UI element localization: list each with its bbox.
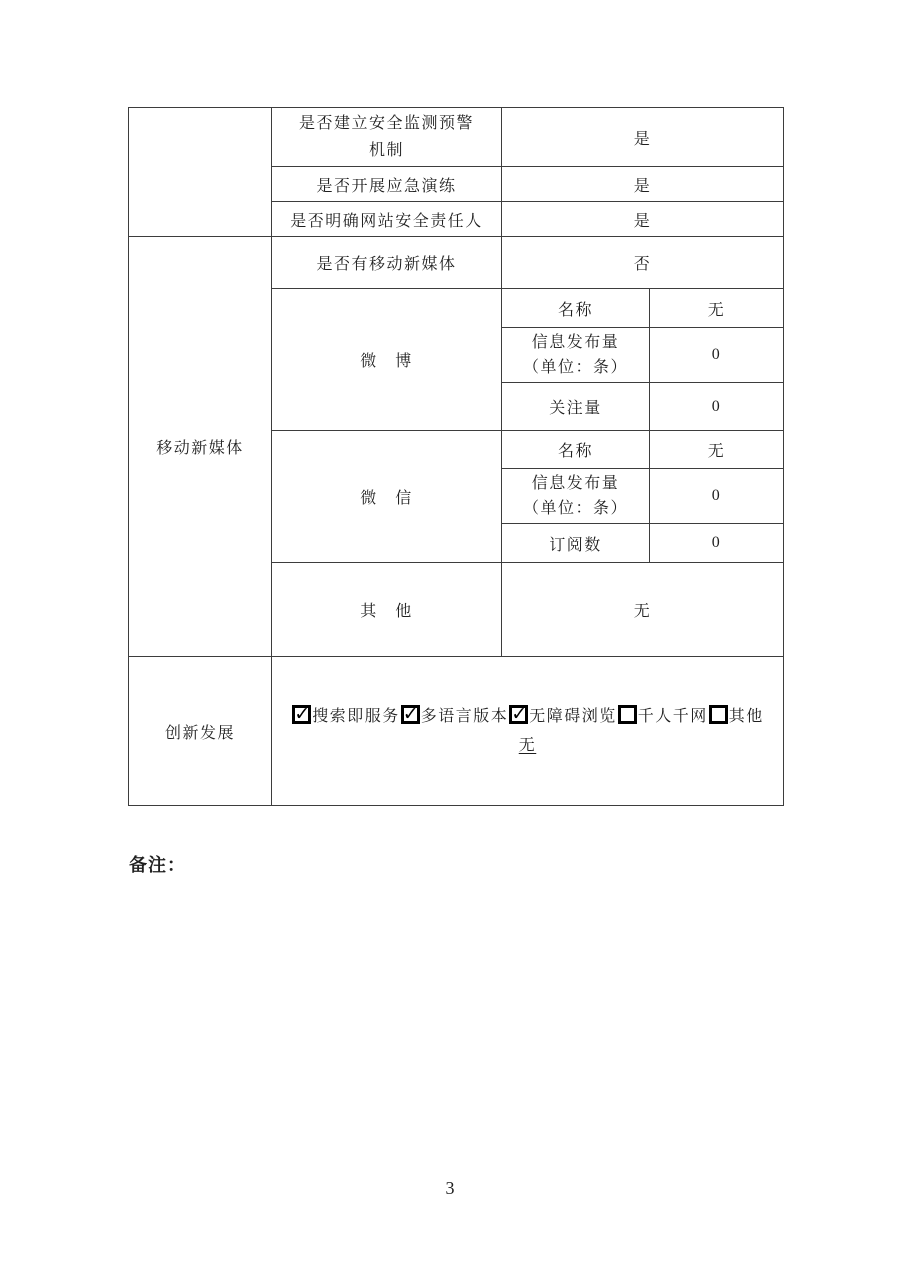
wechat-posts-label: 信息发布量 — [531, 475, 620, 492]
wechat-subs-label-cell: 订阅数 — [502, 524, 650, 563]
table-row — [129, 237, 784, 289]
other-media-value-cell: 无 — [502, 563, 784, 657]
weibo-name-value-cell: 无 — [650, 289, 784, 328]
annual-report-table — [128, 107, 784, 806]
wechat-subs-value-cell: 0 — [650, 524, 784, 563]
has-mobile-media-answer-cell: 否 — [502, 237, 784, 289]
weibo-posts-value-cell: 0 — [650, 328, 784, 383]
security-answer-cell: 是 — [502, 202, 784, 237]
security-question-label: 是否建立安全监测预警机制 — [298, 115, 474, 159]
innovation-other-line — [276, 731, 779, 760]
checkbox-search-as-service-label: 搜索即服务 — [312, 708, 400, 725]
table-row — [129, 657, 784, 806]
weibo-followers-label-cell: 关注量 — [502, 383, 650, 431]
weibo-name-label-cell: 名称 — [502, 289, 650, 328]
security-question-cell: 是否开展应急演练 — [272, 167, 502, 202]
checkbox-multilingual-label: 多语言版本 — [420, 708, 509, 725]
table-row — [129, 108, 784, 167]
notes-label: 备注： — [129, 855, 186, 875]
weibo-posts-label-unit: （单位：条） — [522, 359, 628, 376]
innovation-section-header: 创新发展 — [129, 657, 272, 806]
other-media-label-cell: 其 他 — [272, 563, 502, 657]
mobile-media-section-header: 移动新媒体 — [129, 237, 272, 657]
security-question-cell — [272, 108, 502, 167]
checkbox-personalized-icon — [618, 705, 637, 724]
wechat-posts-value-cell: 0 — [650, 469, 784, 524]
checkbox-other-icon — [709, 705, 728, 724]
wechat-name-label-cell: 名称 — [502, 431, 650, 469]
wechat-posts-label-cell — [502, 469, 650, 524]
has-mobile-media-question-cell: 是否有移动新媒体 — [272, 237, 502, 289]
innovation-checkbox-line — [276, 702, 779, 731]
checkbox-personalized-label: 千人千网 — [637, 708, 708, 725]
checkbox-accessibility-icon — [509, 705, 528, 724]
wechat-name-value-cell: 无 — [650, 431, 784, 469]
security-answer-cell: 是 — [502, 108, 784, 167]
page-number: 3 — [445, 1178, 455, 1198]
checkbox-other-label: 其他 — [728, 708, 764, 725]
security-question-cell: 是否明确网站安全责任人 — [272, 202, 502, 237]
checkbox-multilingual-icon — [401, 705, 420, 724]
wechat-posts-label-unit: （单位：条） — [522, 500, 628, 517]
innovation-content-cell — [272, 657, 784, 806]
wechat-label-cell: 微 信 — [272, 431, 502, 563]
checkbox-search-as-service-icon — [292, 705, 311, 724]
weibo-label-cell: 微 博 — [272, 289, 502, 431]
checkbox-accessibility-label: 无障碍浏览 — [529, 708, 617, 725]
security-section-header-cell — [129, 108, 272, 237]
security-answer-cell: 是 — [502, 167, 784, 202]
weibo-followers-value-cell: 0 — [650, 383, 784, 431]
weibo-posts-label: 信息发布量 — [531, 334, 620, 351]
innovation-other-value: 无 — [518, 737, 537, 754]
weibo-posts-label-cell — [502, 328, 650, 383]
